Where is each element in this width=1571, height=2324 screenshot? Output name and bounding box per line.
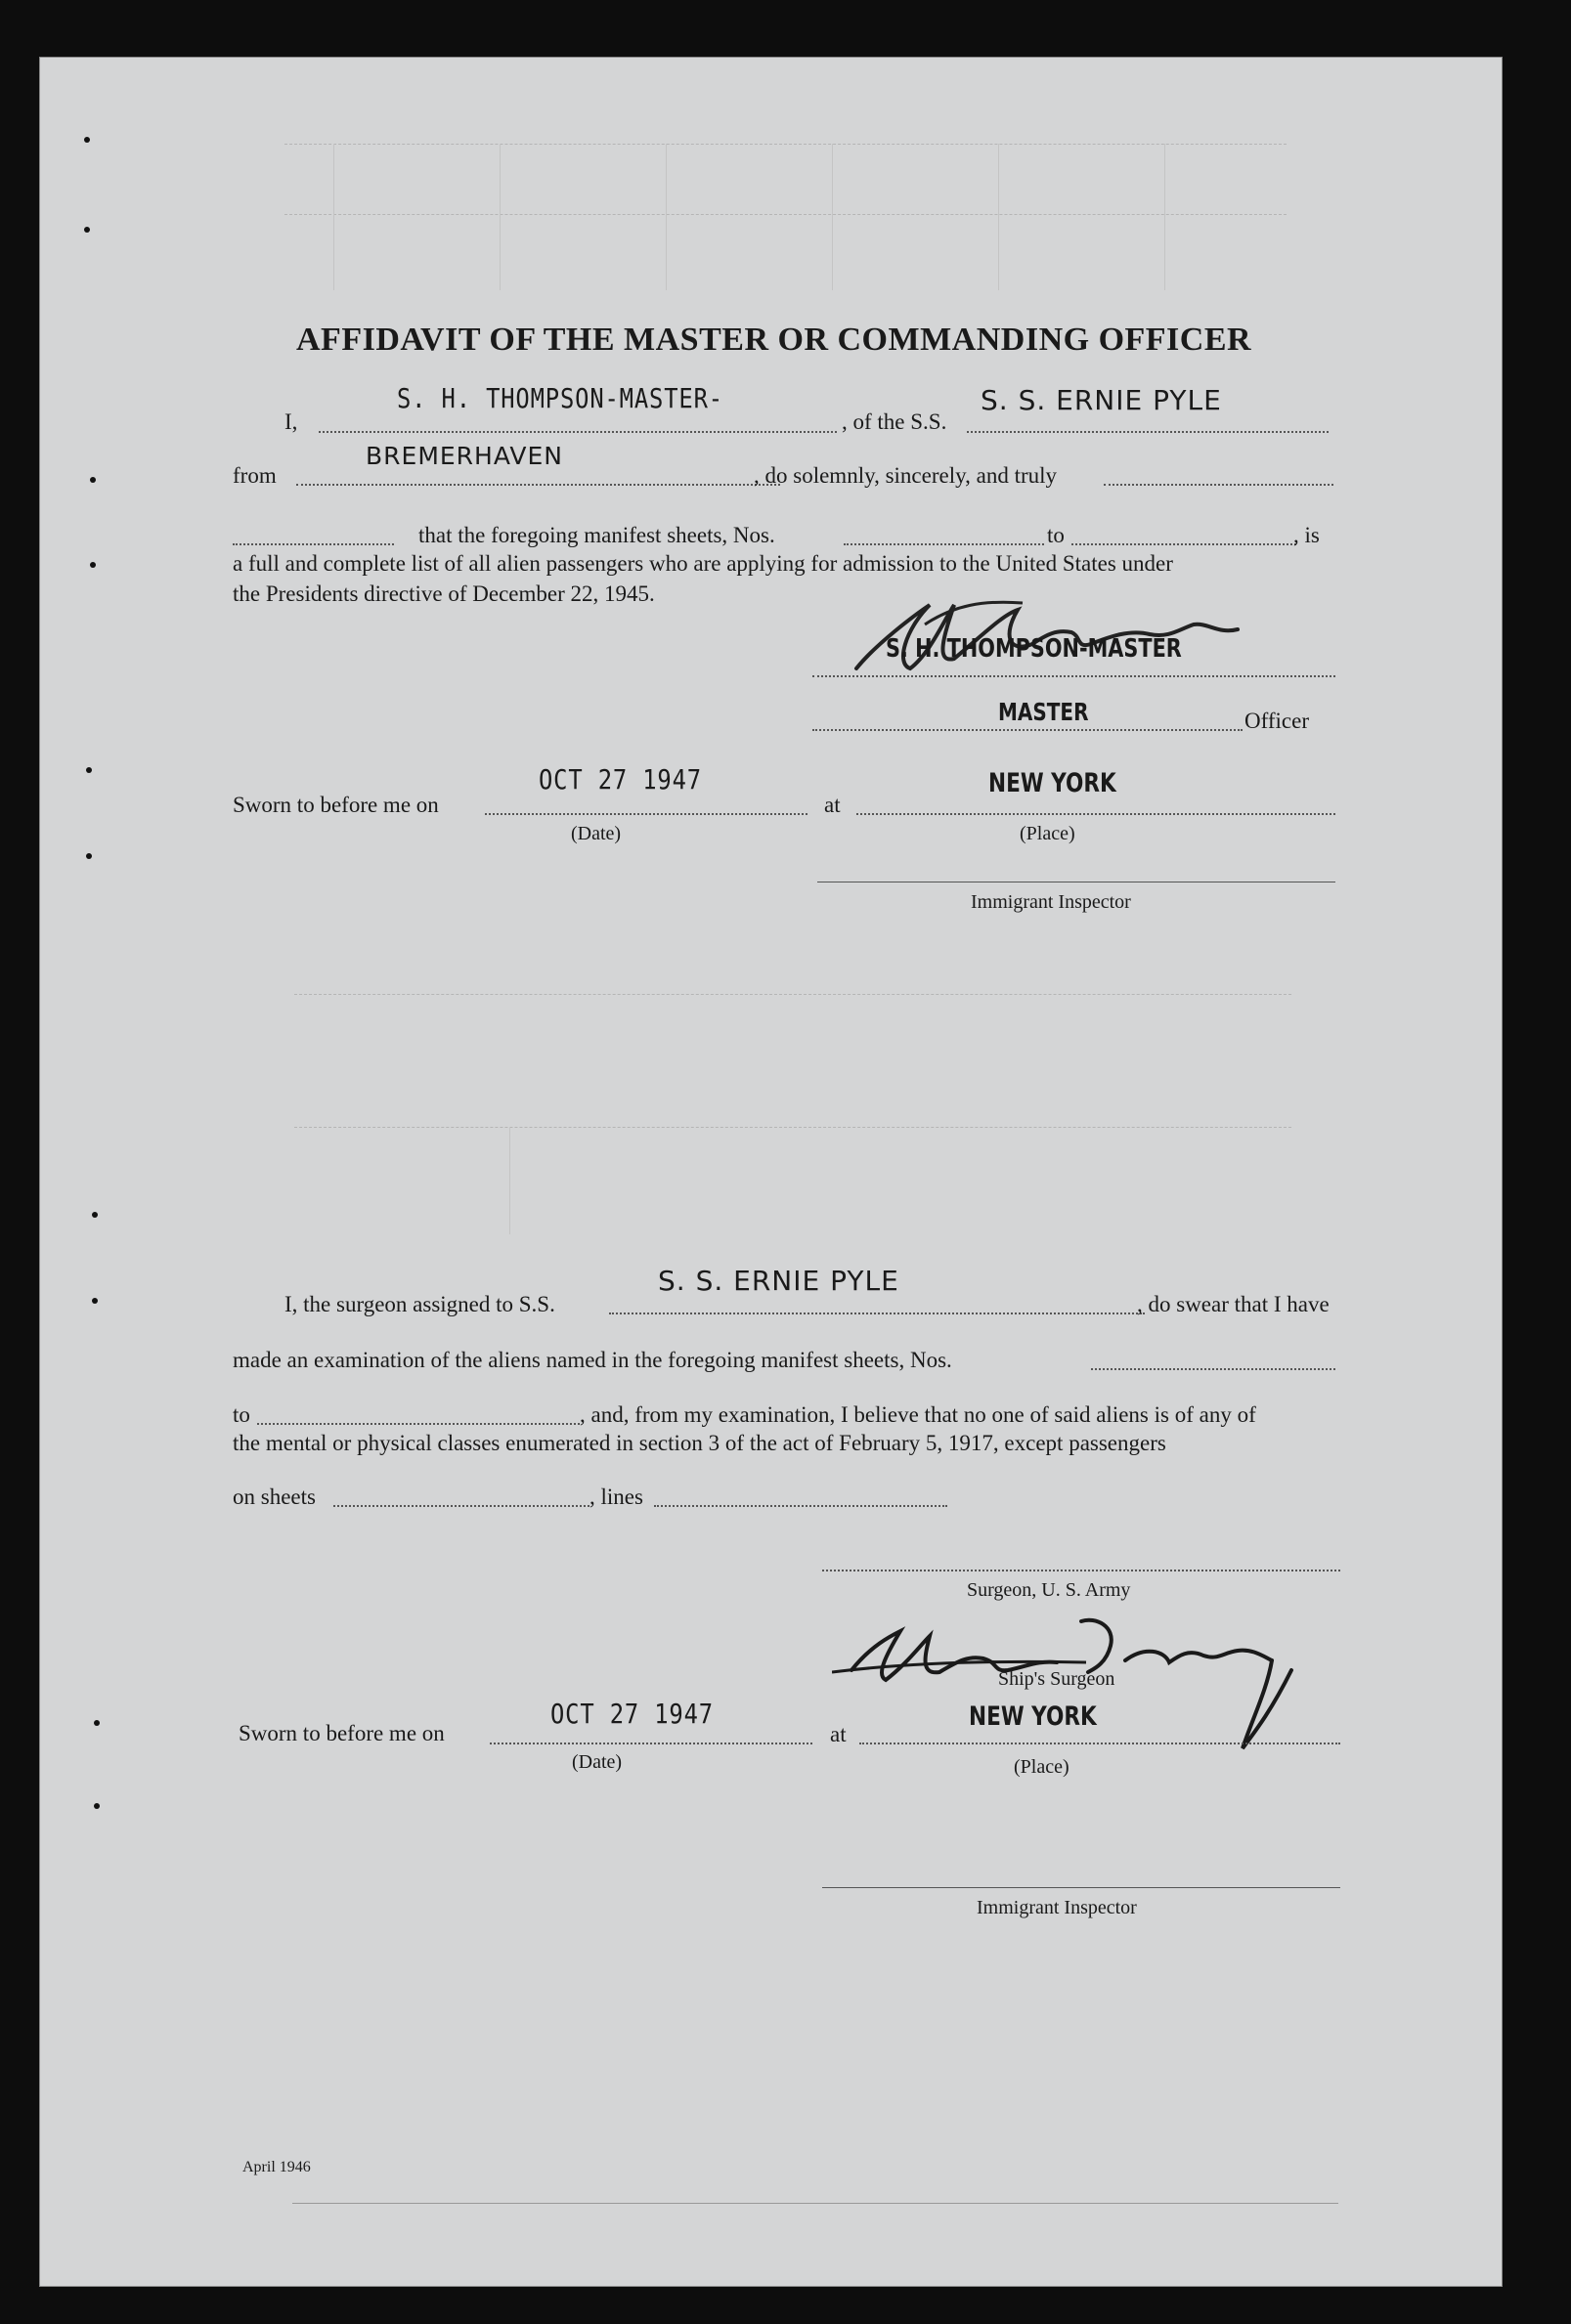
bleed-line (998, 144, 999, 290)
is-label: , is (1293, 523, 1320, 547)
surgeon-inspector-line (822, 1887, 1340, 1888)
master-name-line (319, 431, 837, 433)
edge-mark (86, 853, 92, 859)
place-value: NEW YORK (988, 768, 1116, 798)
surgeon-sworn-date-line (490, 1743, 812, 1744)
surgeon-ship-line (609, 1313, 1145, 1314)
examination-continued: , and, from my examination, I believe that no one of said aliens is of any of (580, 1402, 1256, 1427)
surgeon-sworn-date-value: OCT 27 1947 (550, 1698, 714, 1730)
surgeon-date-caption: (Date) (572, 1751, 623, 1773)
sworn-date-line (485, 813, 807, 815)
edge-mark (84, 137, 90, 143)
bleed-line (284, 214, 1287, 215)
date-caption: (Date) (571, 823, 622, 844)
lines-label: , lines (589, 1485, 643, 1509)
form-title: AFFIDAVIT OF THE MASTER OR COMMANDING OFFICER (296, 322, 1252, 358)
signature-line (812, 675, 1335, 677)
surgeon-to-label: to (233, 1402, 250, 1427)
bottom-rule (292, 2203, 1338, 2204)
directive-text: the Presidents directive of December 22, 1945. (233, 581, 655, 606)
lines-line (654, 1505, 947, 1507)
officer-title-value: MASTER (998, 698, 1089, 726)
bleed-line (509, 1127, 510, 1234)
bleed-line (284, 144, 1287, 145)
solemnly-text: , do solemnly, sincerely, and truly (754, 463, 1058, 488)
edge-mark (90, 477, 96, 483)
edge-mark (90, 562, 96, 568)
examination-text: made an examination of the aliens named in the foregoing manifest sheets, Nos. (233, 1348, 952, 1372)
bleed-line (333, 144, 334, 290)
to-label: to (1047, 523, 1065, 547)
bleed-line (294, 1127, 1291, 1128)
full-list-text: a full and complete list of all alien passengers who are applying for admission to the United States under (233, 551, 1173, 576)
surgeon-place-caption: (Place) (1014, 1756, 1069, 1778)
surgeon-at-label: at (830, 1722, 847, 1746)
surgeon-inspector-label: Immigrant Inspector (977, 1897, 1137, 1918)
sworn-label: Sworn to before me on (233, 793, 439, 817)
sheets-line (333, 1505, 589, 1507)
officer-label: Officer (1244, 709, 1309, 733)
master-ship-name-value: S. S. ERNIE PYLE (981, 384, 1222, 416)
of-the-ss-label: , of the S.S. (842, 409, 947, 434)
edge-mark (92, 1212, 98, 1218)
surgeon-place-value: NEW YORK (969, 1701, 1097, 1732)
army-label: Surgeon, U. S. Army (967, 1579, 1131, 1601)
ships-surgeon-label: Ship's Surgeon (998, 1668, 1115, 1690)
place-caption: (Place) (1020, 823, 1075, 844)
edge-mark (94, 1720, 100, 1726)
affidavit-page (39, 57, 1503, 2287)
bleed-line (666, 144, 667, 290)
sworn-date-value: OCT 27 1947 (539, 763, 702, 796)
edge-mark (92, 1298, 98, 1304)
signature-stamp: S. H. THOMPSON-MASTER (886, 634, 1182, 664)
edge-mark (84, 227, 90, 233)
surgeon-ship-name-value: S. S. ERNIE PYLE (658, 1265, 899, 1297)
master-name-value: S. H. THOMPSON-MASTER- (397, 382, 723, 414)
from-label: from (233, 463, 277, 488)
inspector-label: Immigrant Inspector (971, 891, 1131, 913)
surgeon-intro: I, the surgeon assigned to S.S. (284, 1292, 555, 1316)
edge-mark (94, 1803, 100, 1809)
bleed-line (500, 144, 501, 290)
bleed-line (832, 144, 833, 290)
place-line (856, 813, 1335, 815)
manifest-text: that the foregoing manifest sheets, Nos. (418, 523, 775, 547)
classes-text: the mental or physical classes enumerated in section 3 of the act of February 5, 1917, except passengers (233, 1431, 1166, 1455)
ship-name-line (967, 431, 1329, 433)
army-signature-line (822, 1570, 1340, 1571)
surgeon-place-line (859, 1743, 1340, 1744)
surgeon-to-line (257, 1423, 580, 1425)
bleed-line (1164, 144, 1165, 290)
nos-to-line (1071, 543, 1296, 545)
port-line (296, 484, 780, 486)
blank-line (233, 543, 394, 545)
swear-text: , do swear that I have (1137, 1292, 1330, 1316)
on-sheets-label: on sheets (233, 1485, 316, 1509)
master-intro: I, (284, 409, 298, 434)
surgeon-nos-line (1091, 1368, 1335, 1370)
nos-from-line (844, 543, 1044, 545)
surgeon-sworn-label: Sworn to before me on (239, 1721, 445, 1745)
edge-mark (86, 767, 92, 773)
officer-line (812, 729, 1243, 731)
form-date: April 1946 (242, 2159, 311, 2175)
at-label: at (824, 793, 841, 817)
port-value: BREMERHAVEN (366, 442, 563, 470)
solemnly-line (1104, 484, 1333, 486)
bleed-line (294, 994, 1291, 995)
